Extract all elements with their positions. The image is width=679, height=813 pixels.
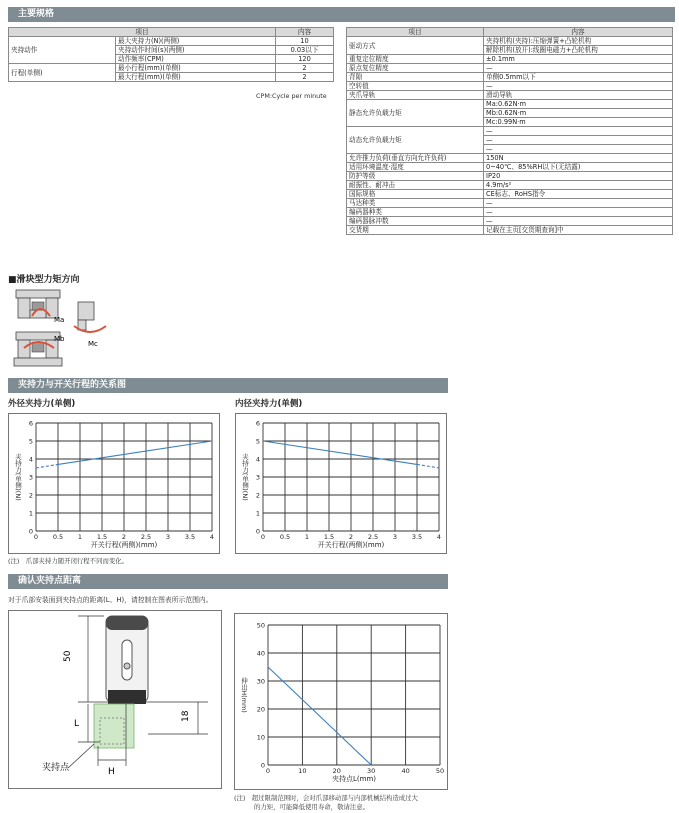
- x-axis-title: 开关行程(两侧)(mm): [90, 541, 158, 549]
- spec-item-cell: 驱动方式: [347, 37, 484, 55]
- y-tick-label: 50: [256, 621, 265, 630]
- dim-l-label: L: [74, 719, 80, 729]
- grip-distance-chart: [234, 613, 448, 790]
- relation-header: [8, 378, 448, 393]
- y-axis-title: 夹持力(单侧)(N): [241, 453, 249, 501]
- mc-label: Mc: [88, 340, 98, 348]
- y-axis-title: 伸出H(mm): [240, 677, 248, 713]
- spec-value-cell: —: [484, 136, 673, 145]
- y-tick-label: 3: [255, 473, 260, 482]
- y-tick-label: 5: [28, 437, 33, 446]
- ma-label: Ma: [54, 316, 65, 324]
- spec-value-cell: 单侧0.5mm以下: [484, 73, 673, 82]
- spec-item-cell: 动态允许负载力矩: [347, 127, 484, 154]
- spec-item-cell: 背隙: [347, 73, 484, 82]
- x-tick-label: 30: [367, 767, 376, 775]
- x-tick-label: 0: [265, 767, 271, 775]
- distance-desc: 对于爪部安装面到夹持点的距离(L、H)，请控制在图表所示范围内。: [8, 596, 213, 604]
- spec-value-cell: 150N: [484, 154, 673, 163]
- spec-value-cell: —: [484, 64, 673, 73]
- relation-note: (注) 爪部夹持力随开闭行程不同而变化。: [8, 557, 129, 565]
- x-tick-label: 0.5: [279, 533, 291, 541]
- spec-item-cell: 允许推力负荷(垂直方向允许负荷): [347, 154, 484, 163]
- x-tick-label: 10: [298, 767, 307, 775]
- y-tick-label: 3: [28, 473, 33, 482]
- distance-header: [8, 574, 448, 589]
- gripper-cap: [106, 616, 148, 630]
- spec-value-cell: ±0.1mm: [484, 55, 673, 64]
- spec-value-cell: —: [484, 82, 673, 91]
- x-axis-title: 夹持点L(mm): [332, 775, 376, 783]
- x-tick-label: 3.5: [411, 533, 423, 541]
- col-header-item: 项目: [9, 28, 276, 37]
- y-tick-label: 0: [255, 527, 260, 536]
- spec-value-cell: Mc:0.99N·m: [484, 118, 673, 127]
- item-cell: 最大行程(mm)(单侧): [116, 73, 276, 82]
- x-tick-label: 1: [77, 533, 83, 541]
- x-tick-label: 40: [401, 767, 410, 775]
- y-tick-label: 0: [28, 527, 33, 536]
- spec-value-cell: 夹持机构(夹持):压缩弹簧+凸轮机构: [484, 37, 673, 46]
- y-tick-label: 2: [28, 491, 33, 500]
- item-cell: 动作频率(CPM): [116, 55, 276, 64]
- x-tick-label: 3: [392, 533, 398, 541]
- x-tick-label: 4: [436, 533, 442, 541]
- main-spec-header: [8, 7, 339, 22]
- spec-value-cell: 滑动导轨: [484, 91, 673, 100]
- gripper-dimension-diagram: [8, 610, 223, 790]
- chart-frame: [235, 614, 448, 790]
- x-tick-label: 1.5: [96, 533, 108, 541]
- y-tick-label: 2: [255, 491, 260, 500]
- spec-value-cell: —: [484, 145, 673, 154]
- y-tick-label: 40: [256, 649, 265, 658]
- x-tick-label: 1.5: [323, 533, 335, 541]
- spec-value-cell: —: [484, 217, 673, 226]
- spec-item-cell: 夹爪导轨: [347, 91, 484, 100]
- relation-title: 夹持力与开关行程的关系图: [18, 380, 127, 390]
- moment-title: ■滑块型力矩方向: [8, 275, 80, 285]
- value-cell: 120: [276, 55, 334, 64]
- x-tick-label: 4: [209, 533, 215, 541]
- spec-item-cell: 编码器脉冲数: [347, 217, 484, 226]
- main-spec-title: 主要规格: [18, 9, 55, 19]
- x-tick-label: 0.5: [52, 533, 64, 541]
- y-tick-label: 6: [255, 419, 260, 428]
- value-cell: 10: [276, 37, 334, 46]
- spec-item-cell: 原点复位精度: [347, 64, 484, 73]
- y-tick-label: 5: [255, 437, 260, 446]
- spec-item-cell: 空转值: [347, 82, 484, 91]
- col-header-value: 内容: [484, 28, 673, 37]
- x-tick-label: 2.5: [367, 533, 379, 541]
- item-cell: 最小行程(mm)(单侧): [116, 64, 276, 73]
- col-header-value: 内容: [276, 28, 334, 37]
- spec-item-cell: 适用环境温度·湿度: [347, 163, 484, 172]
- y-tick-label: 4: [28, 455, 33, 464]
- y-tick-label: 1: [255, 509, 260, 518]
- group-cell: 行程(单侧): [9, 64, 116, 82]
- value-cell: 2: [276, 64, 334, 73]
- inner-grip-chart: [235, 413, 447, 554]
- spec-item-cell: 重复定位精度: [347, 55, 484, 64]
- x-tick-label: 1: [304, 533, 310, 541]
- x-tick-label: 0: [33, 533, 39, 541]
- y-tick-label: 0: [260, 761, 265, 770]
- col-header-item: 项目: [347, 28, 484, 37]
- cpm-footnote: CPM:Cycle per minute: [256, 92, 327, 100]
- y-axis-title: 夹持力(单侧)(N): [14, 453, 22, 501]
- value-cell: 2: [276, 73, 334, 82]
- outer-grip-chart: [8, 413, 220, 554]
- spec-value-cell: IP20: [484, 172, 673, 181]
- distance-note-2: 的力矩，可能降低使用寿命，敬请注意。: [254, 803, 370, 811]
- x-tick-label: 2.5: [140, 533, 152, 541]
- mb-label: Mb: [54, 335, 65, 343]
- gripper-slot: [122, 640, 132, 680]
- spec-value-cell: —: [484, 199, 673, 208]
- spec-value-cell: Ma:0.62N·m: [484, 100, 673, 109]
- item-cell: 夹持动作时间(s)(两侧): [116, 46, 276, 55]
- main-spec-table: [8, 27, 334, 82]
- spec-item-cell: 国际规格: [347, 190, 484, 199]
- y-tick-label: 10: [256, 733, 265, 742]
- spec-item-cell: 马达种类: [347, 199, 484, 208]
- y-tick-label: 4: [255, 455, 260, 464]
- x-tick-label: 3.5: [184, 533, 196, 541]
- spec-value-cell: 解除机构(放开):线圈电磁力+凸轮机构: [484, 46, 673, 55]
- spec-item-cell: 交货期: [347, 226, 484, 235]
- spec-value-cell: —: [484, 127, 673, 136]
- x-tick-label: 2: [121, 533, 127, 541]
- spec-item-cell: 静态允许负载力矩: [347, 100, 484, 127]
- outer-chart-title: 外径夹持力(单侧): [8, 399, 76, 409]
- right-spec-table: [346, 27, 673, 235]
- value-cell: 0.03以下: [276, 46, 334, 55]
- x-tick-label: 2: [348, 533, 354, 541]
- dim-h-label: H: [108, 767, 115, 777]
- gripper-screw: [124, 663, 130, 669]
- right-header-bar: [339, 7, 675, 22]
- x-tick-label: 20: [332, 767, 341, 775]
- slider-block-side: [78, 302, 94, 330]
- dim-50-label: 50: [63, 650, 73, 662]
- x-tick-label: 3: [165, 533, 171, 541]
- spec-value-cell: 0~40℃、85%RH以下(无结露): [484, 163, 673, 172]
- distance-title: 确认夹持点距离: [18, 576, 82, 586]
- y-tick-label: 20: [256, 705, 265, 714]
- spec-value-cell: Mb:0.62N·m: [484, 109, 673, 118]
- x-tick-label: 50: [435, 767, 445, 775]
- moment-diagram: [10, 286, 120, 374]
- x-tick-label: 0: [260, 533, 266, 541]
- dim-18-label: 18: [181, 710, 191, 722]
- spec-value-cell: 4.9m/s²: [484, 181, 673, 190]
- y-tick-label: 1: [28, 509, 33, 518]
- spec-value-cell: 记载在主页[交货期查询]中: [484, 226, 673, 235]
- spec-item-cell: 编码器种类: [347, 208, 484, 217]
- y-tick-label: 6: [28, 419, 33, 428]
- distance-note-1: (注) 超过限制范围时，会对爪部移动部与内部机械结构造成过大: [234, 794, 418, 802]
- spec-item-cell: 防护等级: [347, 172, 484, 181]
- inner-chart-title: 内径夹持力(单侧): [235, 399, 303, 409]
- grip-point-label: 夹持点: [42, 763, 70, 773]
- group-cell: 夹持动作: [9, 37, 116, 64]
- y-tick-label: 30: [256, 677, 265, 686]
- spec-value-cell: CE标志、RoHS指令: [484, 190, 673, 199]
- spec-item-cell: 耐振性、耐冲击: [347, 181, 484, 190]
- item-cell: 最大夹持力(N)(两侧): [116, 37, 276, 46]
- x-axis-title: 开关行程(两侧)(mm): [317, 541, 385, 549]
- spec-value-cell: —: [484, 208, 673, 217]
